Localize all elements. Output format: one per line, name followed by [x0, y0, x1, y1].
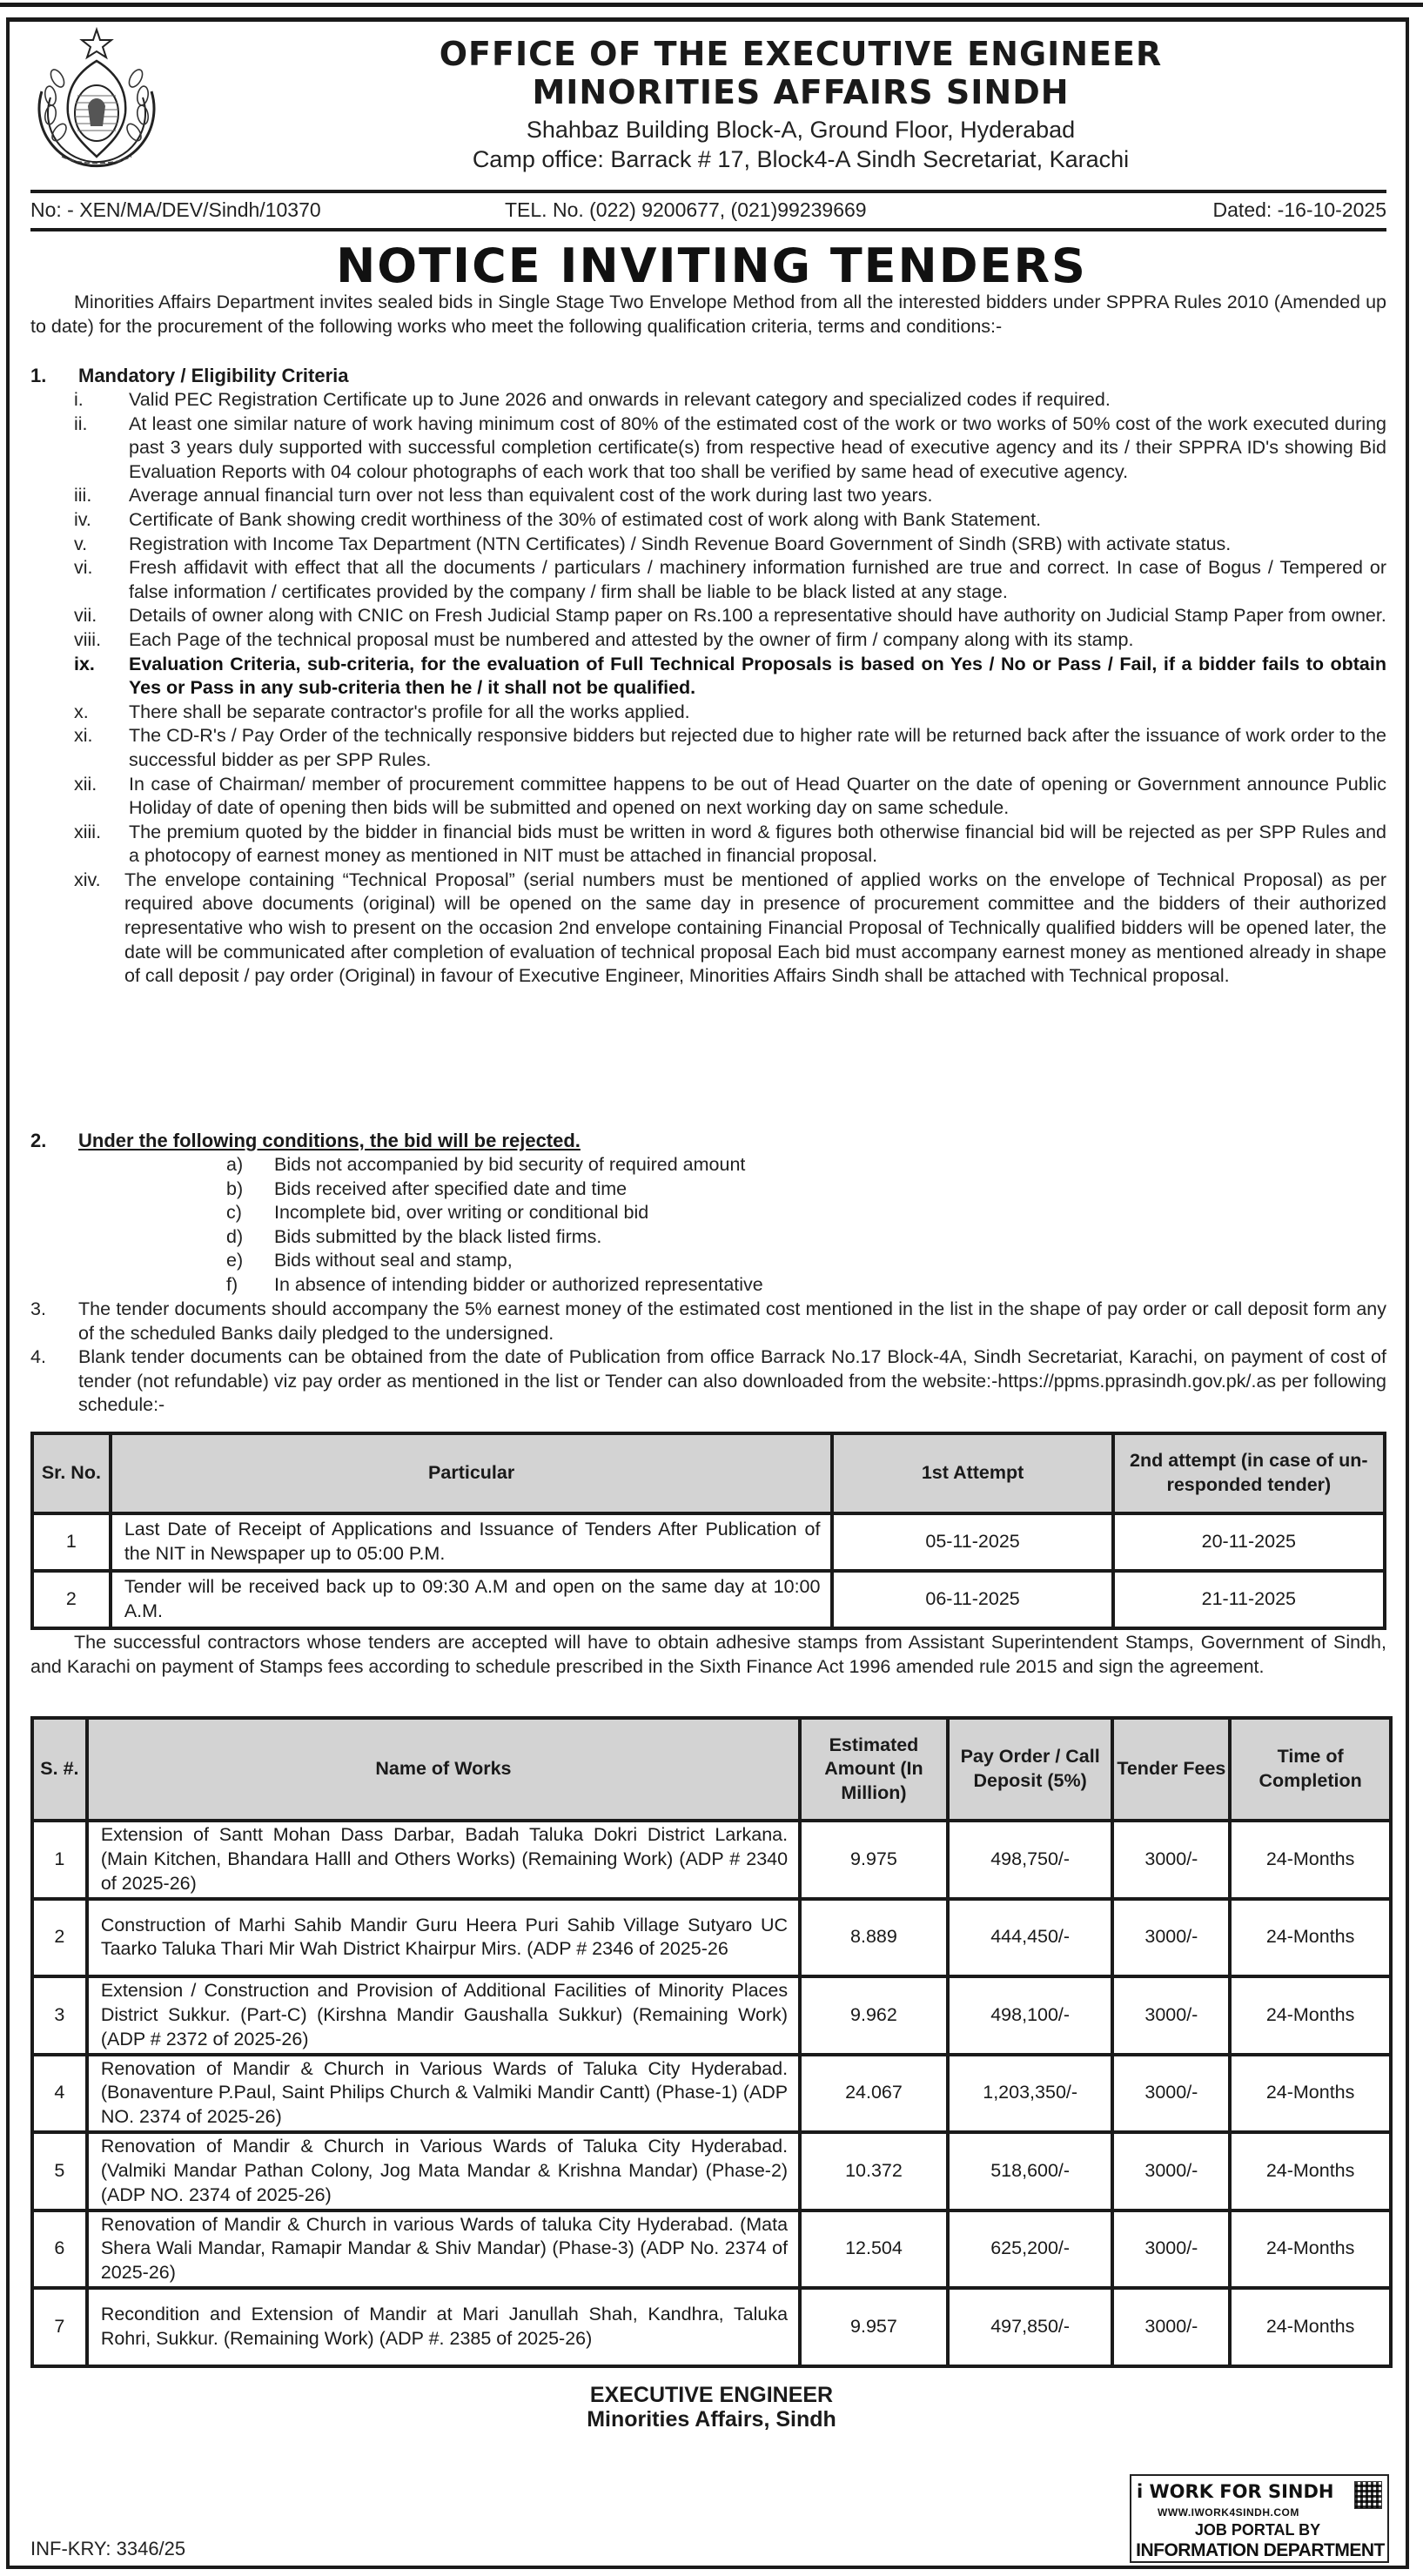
criteria-item: vii. Details of owner along with CNIC on Fresh Judicial Stamp paper on Rs.100 a representative should have authority on Judicial Stamp Paper from owner. — [74, 605, 1386, 627]
col-header-serial: S. #. — [32, 1718, 87, 1821]
section-1-title: Mandatory / Eligibility Criteria — [78, 365, 349, 386]
reference-number: No: - XEN/MA/DEV/Sindh/10370 — [30, 198, 321, 221]
iwork-for-sindh-badge — [1130, 2474, 1389, 2563]
office-address: Shahbaz Building Block-A, Ground Floor, Hyderabad — [526, 117, 1076, 143]
criteria-item: xii. In case of Chairman/ member of procurement committee happens to be out of Head Quarter on the date of opening or Government announce Public Holiday of date of opening then bids will be submitted and opened on next working day on same schedule. — [74, 773, 1386, 819]
works-header-row — [32, 1718, 1391, 1821]
badge-line4: INFORMATION DEPARTMENT — [1136, 2540, 1385, 2560]
rejection-item: e) Bids without seal and stamp, — [226, 1250, 513, 1271]
criteria-item: viii. Each Page of the technical proposal must be numbered and attested by the owner of firm / company along with its stamp. — [74, 628, 1134, 650]
schedule-table — [30, 1432, 1386, 1630]
works-table — [30, 1716, 1393, 2368]
intro-paragraph: Minorities Affairs Department invites sealed bids in Single Stage Two Envelope Method from all the interested bidders under SPPRA Rules 2010 (Amended up to date) for the procurement of the following works who meet the following qualification criteria, terms and conditions:- — [30, 292, 1386, 337]
reference-divider — [30, 228, 1386, 231]
criteria-item: iv. Certificate of Bank showing credit worthiness of the 30% of estimated cost of work along with Bank Statement. — [74, 508, 1042, 530]
rejection-item: a) Bids not accompanied by bid security of required amount — [226, 1154, 746, 1175]
signatory-title: EXECUTIVE ENGINEER — [589, 2383, 834, 2407]
camp-office-address: Camp office: Barrack # 17, Block4-A Sindh Secretariat, Karachi — [472, 146, 1130, 172]
rejection-item: d) Bids submitted by the black listed firms. — [226, 1225, 602, 1247]
table-row: 6 Renovation of Mandir & Church in various Wards of taluka City Hyderabad. (Mata Shera Wali Mandar, Ramapir Mandar & Shiv Mandar) (Phase-3) (ADP No. 2374 of 2025-26) 12.504 625,200/- 3000/- 24-Months — [32, 2210, 1391, 2289]
table-row: 2 Construction of Marhi Sahib Mandir Guru Heera Puri Sahib Village Sutyaro UC Taarko Taluka Thari Mir Wah District Khairpur Mirs. (ADP # 2346 of 2025-26 8.889 444,450/- 3000/- 24-Months — [32, 1899, 1391, 1977]
stamps-paragraph: The successful contractors whose tenders are accepted will have to obtain adhesive stamps from Assistant Superintendent Stamps, Government of Sindh, and Karachi on payment of Stamps fees according to schedule prescribed in the Sixth Finance Act 1996 amended rule 2015 and sign the agreement. — [30, 1632, 1386, 1677]
col-header-time-of-completion: Time of Completion — [1230, 1718, 1391, 1821]
criteria-item: x. There shall be separate contractor's profile for all the works applied. — [74, 701, 690, 722]
table-row: 1 Last Date of Receipt of Applications and Issuance of Tenders After Publication of the NIT in Newspaper up to 05:00 P.M. 05-11-2025 20-11-2025 — [32, 1513, 1385, 1571]
criteria-item: xiii. The premium quoted by the bidder in financial bids must be written in word & figures both otherwise financial bid will be rejected as per SPP Rules and a photocopy of earnest money as mentioned in NIT must be attached in financial proposal. — [74, 821, 1386, 867]
inf-number: INF-KRY: 3346/25 — [30, 2538, 186, 2559]
section-3-paragraph: 3. The tender documents should accompany the 5% earnest money of the estimated cost mentioned in the list in the shape of pay order or call deposit form any of the scheduled Banks daily pledged to the undersigned. — [30, 1298, 1386, 1344]
signatory-department: Minorities Affairs, Sindh — [587, 2407, 836, 2432]
office-title: OFFICE OF THE EXECUTIVE ENGINEER — [439, 35, 1163, 73]
rejection-item: c) Incomplete bid, over writing or conditional bid — [226, 1202, 649, 1224]
col-header-name-of-works: Name of Works — [87, 1718, 800, 1821]
criteria-item: v. Registration with Income Tax Department (NTN Certificates) / Sindh Revenue Board Government of Sindh (SRB) with activate status. — [74, 533, 1232, 554]
col-header-tender-fees: Tender Fees — [1112, 1718, 1230, 1821]
table-row: 1 Extension of Santt Mohan Dass Darbar, Badah Taluka Dokri District Larkana. (Main Kitchen, Bhandara Halll and Others Works) (Remaining Work) (ADP # 2340 of 2025-26) 9.975 498,750/- 3000/- 24-Months — [32, 1821, 1391, 1899]
criteria-item-evaluation: ix. Evaluation Criteria, sub-criteria, for the evaluation of Full Technical Proposals is based on Yes / No or Pass / Fail, if a bidder fails to obtain Yes or Pass in any sub-criteria then he / it shall not be qualified. — [74, 653, 1386, 699]
table-row: 7 Recondition and Extension of Mandir at Mari Janullah Shah, Kandhra, Taluka Rohri, Sukkur. (Remaining Work) (ADP #. 2385 of 2025-26) 9.957 497,850/- 3000/- 24-Months — [32, 2288, 1391, 2366]
table-row: 3 Extension / Construction and Provision of Additional Facilities of Minority Places District Sukkur. (Part-C) (Kirshna Mandir Gaushalla Sukkur) (Remaining Work) (ADP # 2372 of 2025-26) 9.962 498,100/- 3000/- 24-Months — [32, 1976, 1391, 2055]
section-4-paragraph: 4. Blank tender documents can be obtained from the date of Publication from office Barrack No.17 Block-4A, Sindh Secretariat, Karachi, on payment of cost of tender (not refundable) viz pay order as mentioned in the list or Tender can also downloaded from the website:-https://ppms.pprasindh.gov.pk/.as per following schedule:- — [30, 1346, 1386, 1416]
eligibility-criteria-list — [30, 388, 1386, 989]
col-header-sr-no: Sr. No. — [32, 1433, 111, 1513]
badge-website: WWW.IWORK4SINDH.COM — [1158, 2506, 1299, 2519]
top-rule — [0, 3, 1423, 7]
department-title: MINORITIES AFFAIRS SINDH — [532, 73, 1070, 111]
criteria-item: iii. Average annual financial turn over not less than equivalent cost of the work during last two years. — [74, 485, 933, 506]
criteria-item: i. Valid PEC Registration Certificate up to June 2026 and onwards in relevant category and specialized codes if required. — [74, 389, 1111, 410]
header-divider — [30, 190, 1386, 193]
badge-title: i WORK FOR SINDH — [1137, 2481, 1334, 2502]
col-header-estimated-amount: Estimated Amount (In Million) — [800, 1718, 948, 1821]
telephone-numbers: TEL. No. (022) 9200677, (021)99239669 — [505, 198, 867, 221]
col-header-particular: Particular — [111, 1433, 833, 1513]
badge-line3: JOB PORTAL BY — [1194, 2521, 1321, 2539]
section-1-number: 1. — [30, 365, 47, 386]
table-row: 4 Renovation of Mandir & Church in Various Wards of Taluka City Hyderabad. (Bonaventure P.Paul, Saint Philips Church & Valmiki Mandir Cantt) (Phase-1) (ADP NO. 2374 of 2025-26) 24.067 1,203,350/- 3000/- 24-Months — [32, 2055, 1391, 2133]
rejection-item: b) Bids received after specified date and time — [226, 1177, 628, 1199]
sindh-emblem-logo-icon — [23, 26, 171, 176]
criteria-item: vi. Fresh affidavit with effect that all the documents / particulars / machinery information furnished are true and correct. In case of Bogus / Tempered or false information / certificates provided by the company / firm shall be liable to be black listed at any stage. — [74, 557, 1386, 602]
numbered-paragraphs — [30, 1298, 1386, 1418]
col-header-first-attempt: 1st Attempt — [832, 1433, 1112, 1513]
reference-row — [30, 198, 1386, 225]
section-2-number: 2. — [30, 1130, 47, 1151]
criteria-item: xiv. The envelope containing “Technical Proposal” (serial numbers must be mentioned of applied works on the envelope of Technical Proposal) as per required above documents (original) will be opened on the same day in presence of procurement committee and the bidders of their authorized representative who wish to present on the occasion 2nd envelope containing Financial Proposal of Technically qualified bidders will be opened later, the date will be communicated after completion of evaluation of technical proposal Each bid must accompany earnest money as mentioned already in shape of call deposit / pay order (Original) in favour of Executive Engineer, Minorities Affairs Sindh shall be attached with Technical proposal. — [74, 869, 1386, 987]
table-row: 2 Tender will be received back up to 09:30 A.M and open on the same day at 10:00 A.M. 06-11-2025 21-11-2025 — [32, 1571, 1385, 1628]
col-header-second-attempt: 2nd attempt (in case of un-responded tender) — [1113, 1433, 1385, 1513]
criteria-item: ii. At least one similar nature of work having minimum cost of 80% of the estimated cost of the work or two works of 50% cost of the work executed during past 3 years duly supported with successful completion certificate(s) from respective head of executive agency and its / their SPPRA ID's showing Bid Evaluation Reports with 04 colour photographs of each work that too shall be verified by same head of executive agency. — [74, 413, 1386, 482]
col-header-pay-order: Pay Order / Call Deposit (5%) — [948, 1718, 1113, 1821]
rejection-item: f) In absence of intending bidder or authorized representative — [226, 1273, 763, 1295]
qr-code-icon — [1354, 2481, 1382, 2509]
notice-date: Dated: -16-10-2025 — [1212, 198, 1386, 221]
notice-title: NOTICE INVITING TENDERS — [336, 238, 1087, 293]
criteria-item: xi. The CD-R's / Pay Order of the technically responsive bidders but rejected due to higher rate will be returned back after the issuance of work order to the successful bidder as per SPP Rules. — [74, 725, 1386, 770]
table-row: 5 Renovation of Mandir & Church in Various Wards of Taluka City Hyderabad. (Valmiki Mandar Pathan Colony, Jog Mata Mandar & Krishna Mandar) (Phase-2) (ADP NO. 2374 of 2025-26) 10.372 518,600/- 3000/- 24-Months — [32, 2132, 1391, 2210]
schedule-header-row — [32, 1433, 1385, 1513]
section-2-title: Under the following conditions, the bid will be rejected. — [78, 1130, 581, 1151]
rejection-conditions-list — [0, 1153, 1423, 1298]
